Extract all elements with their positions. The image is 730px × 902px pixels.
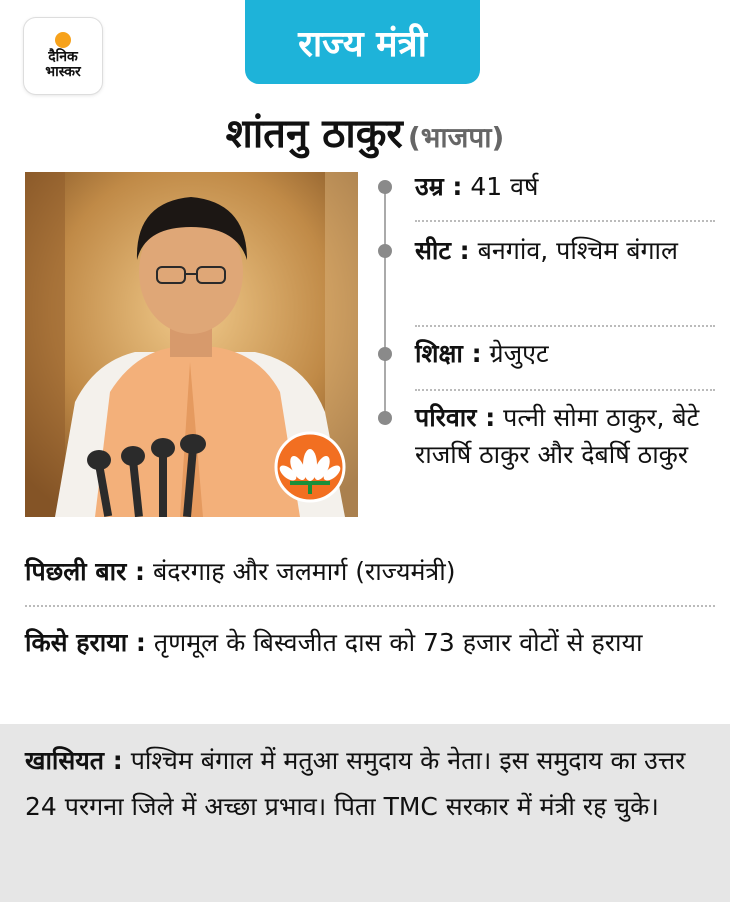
sun-icon	[55, 32, 71, 48]
speciality-text	[25, 738, 715, 830]
logo-line1: दैनिक	[48, 49, 78, 65]
fact-label: उम्र :	[415, 172, 463, 201]
divider	[415, 325, 715, 327]
category-banner	[245, 0, 480, 84]
banner-label: राज्य मंत्री	[298, 23, 427, 65]
person-name: शांतनु ठाकुर	[225, 111, 403, 157]
fact-label: परिवार :	[415, 403, 496, 432]
lotus-icon	[276, 433, 344, 501]
fact-label: सीट :	[415, 236, 470, 265]
last-time-row	[25, 553, 715, 591]
logo-line2: भास्कर	[45, 64, 81, 80]
fact-family	[415, 399, 715, 473]
timeline-dot	[378, 244, 392, 258]
dainik-bhaskar-logo	[24, 18, 102, 94]
name-heading	[0, 104, 730, 159]
fact-education	[415, 335, 715, 372]
fact-value: 41 वर्ष	[470, 172, 539, 201]
fact-value: पत्नी सोमा ठाकुर, बेटे राजर्षि ठाकुर और देबर्षि ठाकुर	[415, 403, 700, 469]
timeline-line	[384, 186, 386, 418]
divider	[25, 605, 715, 607]
last-time-value: बंदरगाह और जलमार्ग (राज्यमंत्री)	[152, 557, 456, 586]
party-name: (भाजपा)	[407, 121, 505, 154]
person-photo	[25, 172, 358, 517]
speciality-label: खासियत :	[25, 746, 123, 775]
fact-value: बनगांव, पश्चिम बंगाल	[477, 236, 678, 265]
fact-age	[415, 168, 715, 205]
timeline-dot	[378, 180, 392, 194]
divider	[415, 220, 715, 222]
defeated-label: किसे हराया :	[25, 628, 146, 657]
last-time-label: पिछली बार :	[25, 557, 146, 586]
speciality-box	[0, 724, 730, 902]
speciality-value: पश्चिम बंगाल में मतुआ समुदाय के नेता। इस समुदाय का उत्तर 24 परगना जिले में अच्छा प्रभाव। पिता TMC सरकार में मंत्री रह चुके।	[25, 746, 686, 821]
divider	[415, 389, 715, 391]
fact-label: शिक्षा :	[415, 339, 482, 368]
timeline-dot	[378, 411, 392, 425]
timeline-dot	[378, 347, 392, 361]
defeated-value: तृणमूल के बिस्वजीत दास को 73 हजार वोटों से हराया	[153, 628, 643, 657]
fact-seat	[415, 232, 715, 269]
defeated-row	[25, 624, 715, 662]
fact-value: ग्रेजुएट	[489, 339, 549, 368]
